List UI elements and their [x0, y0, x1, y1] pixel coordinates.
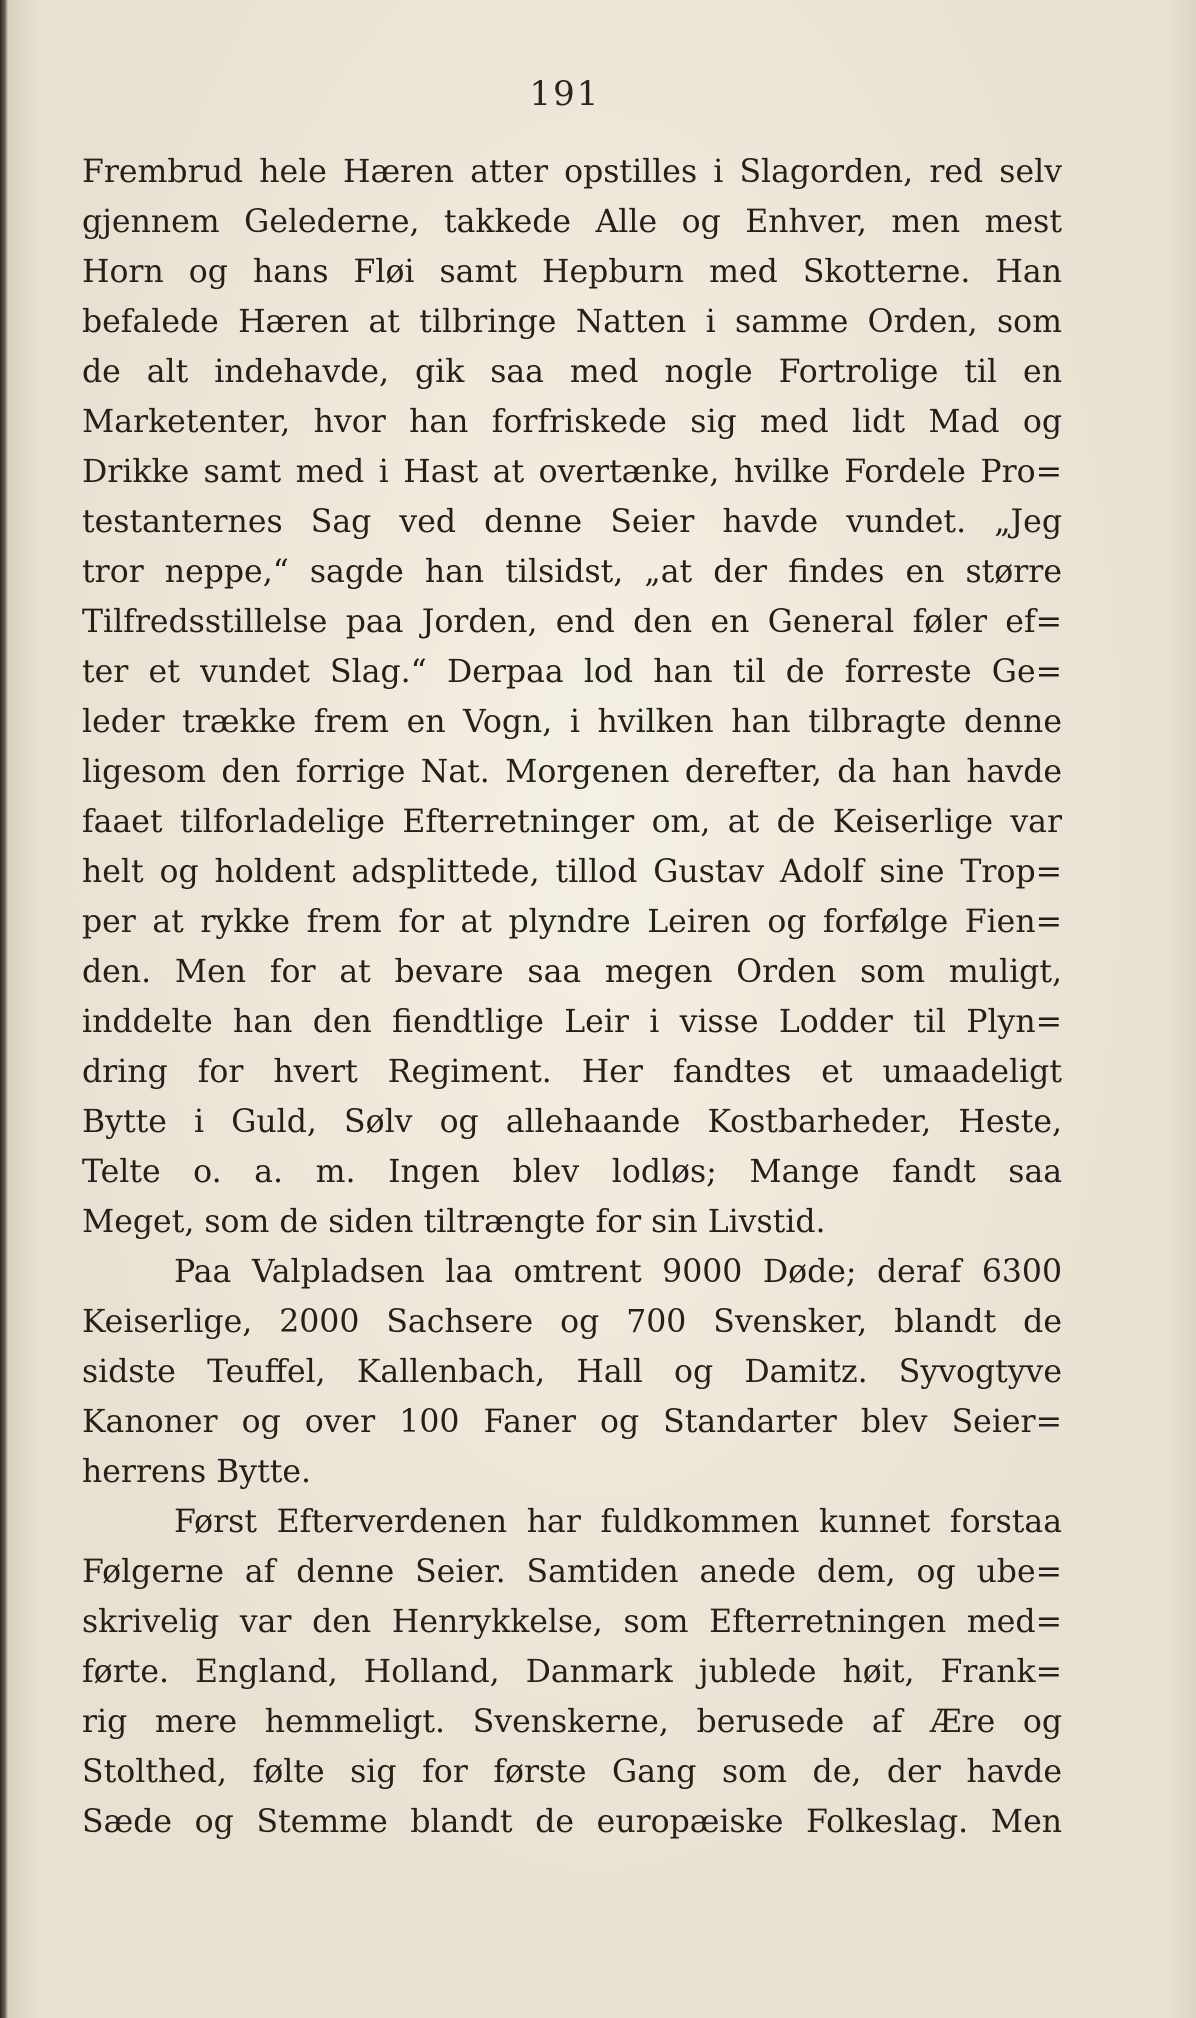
text-line: faaet tilforladelige Efterretninger om, at de Keiserlige var [82, 804, 1062, 840]
text-line: Keiserlige, 2000 Sachsere og 700 Svensker, blandt de [82, 1304, 1062, 1340]
text-line: de alt indehavde, gik saa med nogle Fortrolige til en [82, 354, 1062, 390]
text-line: inddelte han den fiendtlige Leir i visse Lodder til Plyn= [82, 1004, 1062, 1040]
text-line: Horn og hans Fløi samt Hepburn med Skotterne. Han [82, 254, 1062, 290]
text-line: per at rykke frem for at plyndre Leiren og forfølge Fien= [82, 904, 1062, 940]
text-line: testanternes Sag ved denne Seier havde vundet. „Jeg [82, 504, 1062, 540]
text-line: skrivelig var den Henrykkelse, som Efterretningen med= [82, 1604, 1062, 1640]
text-line: Telte o. a. m. Ingen blev lodløs; Mange fandt saa [82, 1154, 1062, 1190]
text-line: Sæde og Stemme blandt de europæiske Folkeslag. Men [82, 1804, 1062, 1840]
text-line: gjennem Geledernе, takkede Alle og Enhver, men mest [82, 204, 1062, 240]
text-line: førte. England, Holland, Danmark jublede høit, Frank= [82, 1654, 1062, 1690]
page-number: 191 [529, 74, 601, 114]
text-line: helt og holdent adsplittede, tillod Gustav Adolf sine Trop= [82, 854, 1062, 890]
text-line: Paa Valpladsen laa omtrent 9000 Døde; deraf 6300 [174, 1254, 1062, 1290]
text-line: leder trække frem en Vogn, i hvilken han tilbragte denne [82, 704, 1062, 740]
text-line: den. Men for at bevare saa megen Orden som muligt, [82, 954, 1062, 990]
text-line: befalede Hæren at tilbringe Natten i samme Orden, som [82, 304, 1062, 340]
text-line: Frembrud hele Hæren atter opstilles i Slagorden, red selv [82, 154, 1062, 190]
text-line: ter et vundet Slag.“ Derpaa lod han til de forreste Ge= [82, 654, 1062, 690]
text-line: Drikke samt med i Hast at overtænke, hvilke Fordele Pro= [82, 454, 1062, 490]
text-line: tror neppe,“ sagde han tilsidst, „at der findes en større [82, 554, 1062, 590]
text-line: herrens Bytte. [82, 1454, 312, 1490]
text-line: Tilfredsstillelse paa Jorden, end den en General føler ef= [82, 604, 1062, 640]
text-line: Marketenter, hvor han forfriskede sig med lidt Mad og [82, 404, 1062, 440]
text-line: sidste Teuffel, Kallenbach, Hall og Damitz. Syvogtyve [82, 1354, 1062, 1390]
text-line: Kanoner og over 100 Faner og Standarter blev Seier= [82, 1404, 1062, 1440]
text-line: Stolthed, følte sig for første Gang som de, der havde [82, 1754, 1062, 1790]
text-line: ligesom den forrige Nat. Morgenen derefter, da han havde [82, 754, 1062, 790]
text-line: Følgerne af denne Seier. Samtiden anede dem, og ube= [82, 1554, 1062, 1590]
text-line: rig mere hemmeligt. Svenskerne, berusede af Ære og [82, 1704, 1062, 1740]
text-line: Bytte i Guld, Sølv og allehaande Kostbarheder, Heste, [82, 1104, 1062, 1140]
body-text [82, 147, 1062, 1847]
text-line: Meget, som de siden tiltrængte for sin Livstid. [82, 1204, 826, 1240]
page-spine-shadow [0, 0, 8, 2018]
text-line: Først Efterverdenen har fuldkommen kunnet forstaa [174, 1504, 1062, 1540]
text-line: dring for hvert Regiment. Her fandtes et umaadeligt [82, 1054, 1062, 1090]
